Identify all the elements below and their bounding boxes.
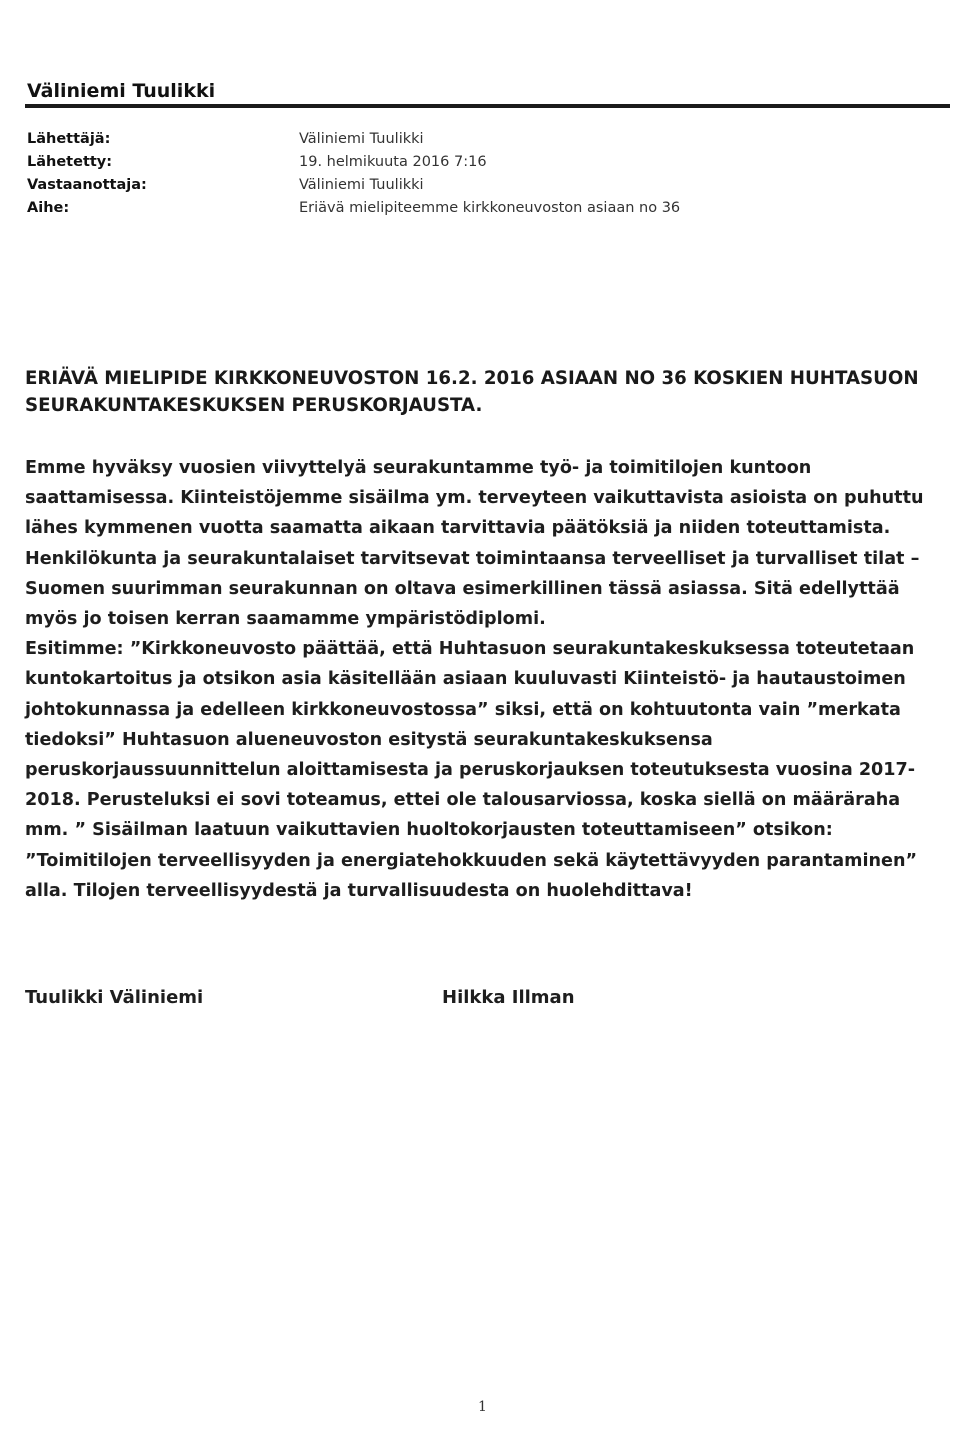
body-line: ”Toimitilojen terveellisyyden ja energiatehokkuuden sekä käytettävyyden parantaminen”: [25, 850, 918, 871]
meta-value-to: Väliniemi Tuulikki: [299, 177, 424, 193]
body-line: tiedoksi” Huhtasuon alueneuvoston esitystä seurakuntakeskuksensa: [25, 729, 713, 750]
meta-label-sent: Lähetetty:: [27, 154, 113, 170]
body-line: Emme hyväksy vuosien viivyttelyä seurakuntamme työ- ja toimitilojen kuntoon: [25, 458, 812, 478]
signature-tuulikki: Tuulikki Väliniemi: [25, 987, 204, 1008]
document-heading: [25, 365, 945, 419]
meta-label-from: Lähettäjä:: [27, 131, 111, 147]
email-sender-title: Väliniemi Tuulikki: [27, 80, 216, 102]
document-body: [25, 453, 955, 906]
meta-row-to: [27, 174, 927, 197]
body-line: johtokunnassa ja edelleen kirkkoneuvostossa” siksi, että on kohtuutonta vain ”merkata: [25, 699, 901, 720]
body-line: kuntokartoitus ja otsikon asia käsitellään asiaan kuuluvasti Kiinteistö- ja hautaustoimen: [25, 669, 906, 690]
meta-label-subject: Aihe:: [27, 200, 70, 216]
body-line: 2018. Perusteluksi ei sovi toteamus, ettei ole talousarviossa, koska siellä on määräraha: [25, 790, 901, 811]
meta-label-to: Vastaanottaja:: [27, 177, 147, 193]
body-line: Suomen suurimman seurakunnan on oltava esimerkillinen tässä asiassa. Sitä edellyttää: [25, 578, 900, 599]
body-line: lähes kymmenen vuotta saamatta aikaan tarvittavia päätöksiä ja niiden toteuttamista.: [25, 518, 891, 539]
email-meta: [27, 128, 927, 220]
signature-hilkka: Hilkka Illman: [442, 987, 575, 1008]
title-divider: [25, 104, 950, 108]
body-line: peruskorjaussuunnittelun aloittamisesta ja peruskorjauksen toteutuksesta vuosina 2017-: [25, 760, 916, 781]
body-line: Henkilökunta ja seurakuntalaiset tarvitsevat toimintaansa terveelliset ja turvalliset tilat –: [25, 548, 920, 569]
body-line: myös jo toisen kerran saamamme ympäristödiplomi.: [25, 609, 546, 630]
heading-line: ERIÄVÄ MIELIPIDE KIRKKONEUVOSTON 16.2. 2016 ASIAAN NO 36 KOSKIEN HUHTASUON: [25, 368, 919, 389]
body-line: alla. Tilojen terveellisyydestä ja turvallisuudesta on huolehdittava!: [25, 880, 693, 901]
meta-row-sent: [27, 151, 927, 174]
meta-row-subject: [27, 197, 927, 220]
body-line: mm. ” Sisäilman laatuun vaikuttavien huoltokorjausten toteuttamiseen” otsikon:: [25, 820, 833, 841]
body-line: saattamisessa. Kiinteistöjemme sisäilma ym. terveyteen vaikuttavista asioista on puhuttu: [25, 488, 924, 509]
meta-value-subject: Eriävä mielipiteemme kirkkoneuvoston asiaan no 36: [299, 200, 681, 216]
meta-value-from: Väliniemi Tuulikki: [299, 131, 424, 147]
heading-line: SEURAKUNTAKESKUKSEN PERUSKORJAUSTA.: [25, 395, 483, 416]
body-line: Esitimme: ”Kirkkoneuvosto päättää, että Huhtasuon seurakuntakeskuksessa toteutetaan: [25, 639, 915, 660]
meta-value-sent: 19. helmikuuta 2016 7:16: [299, 154, 487, 170]
page-number: 1: [478, 1399, 487, 1415]
meta-row-from: [27, 128, 927, 151]
